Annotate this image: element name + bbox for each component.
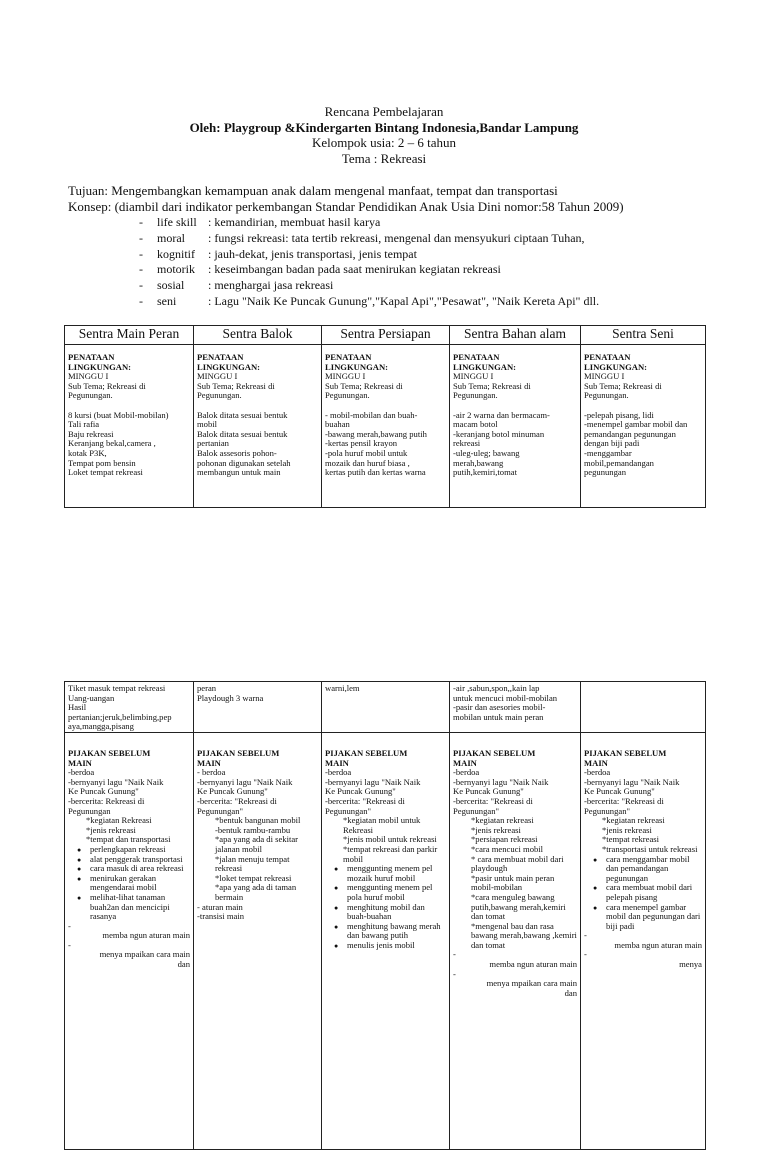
table-header-row (65, 326, 706, 345)
table-cell (194, 733, 322, 1150)
section-title: LINGKUNGAN: (584, 361, 648, 372)
cell-line: rekreasi (453, 438, 481, 449)
subtheme-text: Pegunungan. (453, 390, 498, 401)
subtheme-text: Sub Tema; Rekreasi di (584, 380, 662, 391)
cell-line: -bercerita: "Rekreasi di (325, 795, 405, 806)
cell-line: mobilan untuk main peran (453, 711, 544, 722)
week-label: MINGGU I (453, 371, 494, 382)
rule-text: memba ngun aturan main (614, 939, 702, 950)
cell-line: kotak P3K, (68, 447, 107, 458)
cell-line: Balok ditata sesuai bentuk (197, 428, 288, 439)
section-title: PIJAKAN SEBELUM (325, 748, 408, 758)
week-label: MINGGU I (68, 371, 109, 382)
cell-line: kertas putih dan kertas warna (325, 467, 426, 478)
rule-text: menya mpaikan cara main dan (99, 949, 190, 970)
section-title: PIJAKAN SEBELUM (68, 748, 151, 758)
point-item: *cara menguleg bawang putih,bawang merah,kemiri dan tomat (471, 891, 566, 922)
aspect-name: life skill (157, 215, 197, 229)
rule-text: memba ngun aturan main (489, 959, 577, 970)
cell-line: warni,lem (325, 683, 360, 693)
section-title: MAIN (584, 757, 608, 768)
dash-mark: - (584, 949, 587, 960)
cell-line: - aturan main (197, 901, 243, 912)
subtheme-text: Pegunungan. (325, 390, 370, 401)
cell-line: Ke Puncak Gunung" (197, 786, 268, 797)
cell-line: -pelepah pisang, lidi (584, 409, 654, 420)
concept-text: Konsep: (diambil dari indikator perkembangan Standar Pendidikan Anak Usia Dini nomor:58 Tahun 2009) (68, 199, 624, 214)
cell-line: -berdoa (453, 767, 480, 778)
table-cell (322, 733, 450, 1150)
table-cell (65, 345, 194, 508)
table-row (65, 345, 706, 508)
bullet-list (584, 855, 702, 932)
dash-mark: - (453, 968, 456, 979)
cell-line: peran (197, 683, 217, 693)
cell-line: Keranjang bekal,camera , (68, 438, 156, 449)
cell-line: -berdoa (68, 767, 95, 778)
bullet-item: ● menggunting menem pel pola huruf mobil (347, 883, 446, 902)
cell-line: Balok assesoris pohon- (197, 447, 277, 458)
section-title: LINGKUNGAN: (197, 361, 261, 372)
cell-line: -keranjang botol minuman (453, 428, 545, 439)
cell-line: buahan (325, 419, 350, 430)
aspect-item: - kognitif : jauh-dekat, jenis transportasi, jenis tempat (139, 246, 417, 261)
point-item: *kegiatan mobil untuk Rekreasi (343, 815, 421, 835)
cell-line: -bercerita: "Rekreasi di (453, 795, 533, 806)
cell-line: Pegunungan" (325, 805, 371, 816)
aspect-name: sosial (157, 278, 185, 293)
cell-line: pohonan digunakan setelah (197, 457, 291, 468)
bullet-item: ● menulis jenis mobil (347, 941, 446, 951)
section-title: PENATAAN (584, 352, 631, 362)
cell-line: Ke Puncak Gunung" (325, 786, 396, 797)
cell-line: Ke Puncak Gunung" (68, 786, 139, 797)
cell-line: -menggambar (584, 447, 632, 458)
aspect-desc: : keseimbangan badan pada saat menirukan kegiatan rekreasi (208, 262, 501, 277)
column-header: Sentra Seni (581, 326, 706, 345)
rule-item (584, 931, 702, 950)
aspect-item: - sosial : menghargai jasa rekreasi (139, 278, 334, 293)
cell-line: Ke Puncak Gunung" (453, 786, 524, 797)
cell-line: Tali rafia (68, 419, 100, 430)
cell-line: pemandangan pegunungan (584, 428, 676, 439)
cell-line: putih,kemiri,tomat (453, 467, 517, 478)
table-cell (450, 682, 581, 733)
cell-line: -bercerita: Rekreasi di (68, 795, 145, 806)
section-title: MAIN (68, 757, 92, 768)
rule-item (584, 950, 702, 969)
column-header: Sentra Balok (194, 326, 322, 345)
aspect-list (68, 215, 708, 310)
column-header: Sentra Bahan alam (450, 326, 581, 345)
point-item: *jenis mobil untuk rekreasi (343, 834, 437, 845)
rule-text: menya (679, 959, 702, 970)
section-title: PIJAKAN SEBELUM (584, 748, 667, 758)
bullet-item: ● perlengkapan rekreasi (90, 845, 190, 855)
bullet-item: ● menghitung bawang merah dan bawang putih (347, 922, 446, 941)
cell-line: Tiket masuk tempat rekreasi (68, 683, 166, 693)
dash-mark: - (453, 949, 456, 960)
point-item: *kegiatan Rekreasi (86, 815, 152, 826)
aspect-name: motorik (157, 262, 195, 277)
section-title: PENATAAN (453, 352, 500, 362)
point-item: *transportasi untuk rekreasi (602, 843, 698, 854)
aspect-name: moral (157, 230, 185, 245)
table-cell (194, 345, 322, 508)
rule-item (68, 941, 190, 970)
cell-line: Balok ditata sesuai bentuk (197, 409, 288, 420)
point-item: *kegiatan rekreasi (602, 815, 665, 826)
age-group: Kelompok usia: 2 – 6 tahun (311, 135, 457, 150)
document-author: Oleh: Playgroup &Kindergarten Bintang Indonesia,Bandar Lampung (189, 119, 579, 135)
aspect-name: kognitif (157, 246, 195, 261)
aspect-item: - life skill : kemandirian, membuat hasil karya (139, 215, 381, 229)
section-title: PENATAAN (325, 352, 372, 362)
cell-line: aya,mangga,pisang (68, 721, 134, 732)
rule-item (68, 922, 190, 941)
cell-line: -bercerita: "Rekreasi di (197, 795, 277, 806)
section-title: PIJAKAN SEBELUM (453, 748, 536, 758)
cell-line: Tempat pom bensin (68, 457, 136, 468)
week-label: MINGGU I (584, 371, 625, 382)
cell-line: Pegunungan" (453, 805, 499, 816)
point-item: *pasir untuk main peran mobil-mobilan (471, 872, 555, 893)
section-title: PENATAAN (197, 352, 244, 362)
cell-line: -bernyanyi lagu "Naik Naik (584, 776, 680, 787)
intro-section (68, 183, 708, 310)
week-label: MINGGU I (197, 371, 238, 382)
cell-line: -bernyanyi lagu "Naik Naik (68, 776, 164, 787)
subtheme-text: Sub Tema; Rekreasi di (68, 380, 146, 391)
bullet-item: ● cara menggambar mobil dan pemandangan pegunungan (606, 855, 702, 884)
cell-line: macam botol (453, 419, 498, 430)
bullet-item: ● menggunting menem pel mozaik huruf mobil (347, 864, 446, 883)
cell-line: Pegunungan (68, 805, 111, 816)
point-item: *mengenal bau dan rasa bawang merah,bawang ,kemiri dan tomat (471, 920, 577, 950)
subtheme-text: Sub Tema; Rekreasi di (453, 380, 531, 391)
cell-line: untuk mencuci mobil-mobilan (453, 692, 558, 703)
cell-line: mozaik dan huruf biasa , (325, 457, 410, 468)
pre-play-scaffolding-table (64, 681, 706, 1150)
point-item: *jalan menuju tempat rekreasi (215, 853, 290, 874)
rule-text: menya mpaikan cara main dan (486, 978, 577, 998)
cell-line: -berdoa (325, 767, 352, 778)
dash-mark: - (68, 939, 71, 950)
bullet-item: ● alat penggerak transportasi (90, 855, 190, 865)
bullet-item: ● menirukan gerakan mengendarai mobil (90, 874, 190, 893)
table-cell (450, 733, 581, 1150)
section-title: MAIN (197, 757, 221, 768)
aspect-desc: : kemandirian, membuat hasil karya (208, 215, 381, 229)
point-item: *tempat dan transportasi (86, 834, 171, 845)
section-title: LINGKUNGAN: (453, 361, 517, 372)
cell-line: Playdough 3 warna (197, 692, 264, 703)
table-cell (322, 345, 450, 508)
cell-line: -bercerita: "Rekreasi di (584, 795, 664, 806)
aspect-desc: : menghargai jasa rekreasi (208, 278, 334, 293)
subtheme-text: Sub Tema; Rekreasi di (325, 380, 403, 391)
table-cell (65, 682, 194, 733)
cell-line: pegunungan (584, 467, 627, 478)
document-title: Rencana Pembelajaran (324, 104, 444, 119)
point-item: *tempat rekreasi dan parkir mobil (343, 843, 438, 864)
point-item: *apa yang ada di sekitar jalanan mobil (215, 834, 299, 854)
table-cell (581, 682, 706, 733)
cell-line: 8 kursi (buat Mobil-mobilan) (68, 409, 169, 420)
theme: Tema : Rekreasi (341, 150, 427, 166)
bullet-item: ● melihat-lihat tanaman buah2an dan mencicipi rasanya (90, 893, 190, 922)
table-cell (581, 345, 706, 508)
aspect-item: - moral : fungsi rekreasi: tata tertib rekreasi, mengenal dan mensyukuri ciptaan Tuhan, (139, 230, 585, 245)
aspect-item: - motorik : keseimbangan badan pada saat menirukan kegiatan rekreasi (139, 262, 501, 277)
bullet-item: ● cara membuat mobil dari pelepah pisang (606, 883, 702, 902)
point-item: *cara mencuci mobil (471, 843, 544, 854)
table-cell (581, 733, 706, 1150)
cell-line: -transisi main (197, 911, 245, 922)
week-label: MINGGU I (325, 371, 366, 382)
cell-line: Hasil (68, 702, 87, 713)
table-cell (322, 682, 450, 733)
rule-item (453, 950, 577, 969)
subtheme-text: Pegunungan. (197, 390, 242, 401)
cell-line: -pasir dan asesories mobil- (453, 702, 546, 713)
aspect-desc: : Lagu "Naik Ke Puncak Gunung","Kapal Api","Pesawat", "Naik Kereta Api" dll. (208, 293, 600, 308)
cell-line: - mobil-mobilan dan buah- (325, 409, 418, 420)
cell-line: -bernyanyi lagu "Naik Naik (325, 776, 421, 787)
point-item: *jenis rekreasi (86, 824, 136, 835)
cell-line: pertanian;jeruk,belimbing,pep (68, 711, 172, 722)
aspect-name: seni (157, 293, 177, 308)
cell-line: pertanian (197, 438, 229, 449)
cell-line: dengan biji padi (584, 438, 640, 449)
subtheme-text: Sub Tema; Rekreasi di (197, 380, 275, 391)
point-item: *jenis rekreasi (602, 824, 652, 835)
cell-line: -air ,sabun,spon,,kain lap (453, 683, 540, 693)
bullet-list (68, 845, 190, 922)
cell-line: Pegunungan" (197, 805, 243, 816)
environment-setup-table (64, 325, 706, 508)
table-cell (450, 345, 581, 508)
table-cell (194, 682, 322, 733)
dash-mark: - (68, 920, 71, 931)
table-row (65, 682, 706, 733)
point-item: *apa yang ada di taman bermain (215, 882, 297, 902)
table-cell (65, 733, 194, 1150)
section-title: LINGKUNGAN: (68, 361, 132, 372)
cell-line: -pola huruf mobil untuk (325, 447, 408, 458)
cell-line: -air 2 warna dan bermacam- (453, 409, 550, 420)
point-item: *bentuk bangunan mobil (215, 815, 301, 826)
point-item: *persiapan rekreasi (471, 834, 538, 845)
table-row (65, 733, 706, 1150)
cell-line: membangun untuk main (197, 467, 281, 478)
point-item: *kegiatan rekreasi (471, 815, 534, 826)
section-title: PENATAAN (68, 352, 115, 362)
cell-line: -kertas pensil krayon (325, 438, 398, 449)
cell-line: Uang-uangan (68, 692, 115, 703)
column-header: Sentra Main Peran (65, 326, 194, 345)
cell-line: Ke Puncak Gunung" (584, 786, 655, 797)
point-item: * cara membuat mobil dari playdough (471, 853, 564, 874)
document-header (0, 104, 768, 166)
cell-line: Loket tempat rekreasi (68, 467, 143, 478)
cell-line: -bernyanyi lagu "Naik Naik (197, 776, 293, 787)
section-title: MAIN (453, 757, 477, 768)
aspect-desc: : jauh-dekat, jenis transportasi, jenis tempat (208, 246, 417, 261)
bullet-item: ● cara masuk di area rekreasi (90, 864, 190, 874)
aspect-desc: : fungsi rekreasi: tata tertib rekreasi, mengenal dan mensyukuri ciptaan Tuhan, (208, 230, 585, 245)
point-item: *loket tempat rekreasi (215, 872, 292, 883)
section-title: MAIN (325, 757, 349, 768)
cell-line: mobil,pemandangan (584, 457, 654, 468)
goal-text: Tujuan: Mengembangkan kemampuan anak dalam mengenal manfaat, tempat dan transportasi (68, 183, 558, 198)
column-header: Sentra Persiapan (322, 326, 450, 345)
point-item: *jenis rekreasi (471, 824, 521, 835)
cell-line: -menempel gambar mobil dan (584, 419, 688, 430)
cell-line: Baju rekreasi (68, 428, 114, 439)
rule-item (453, 970, 577, 999)
section-title: LINGKUNGAN: (325, 361, 389, 372)
cell-line: -bawang merah,bawang putih (325, 428, 427, 439)
point-item: *tempat rekreasi (602, 834, 660, 845)
rule-text: memba ngun aturan main (102, 930, 190, 941)
section-title: PIJAKAN SEBELUM (197, 748, 280, 758)
cell-line: -berdoa (584, 767, 611, 778)
subtheme-text: Pegunungan. (584, 390, 629, 401)
dash-mark: - (584, 930, 587, 941)
cell-line: merah,bawang (453, 457, 504, 468)
cell-line: mobil (197, 419, 218, 430)
subtheme-text: Pegunungan. (68, 390, 113, 401)
cell-line: Pegunungan" (584, 805, 630, 816)
cell-line: -uleg-uleg; bawang (453, 447, 520, 458)
cell-line: -bernyanyi lagu "Naik Naik (453, 776, 549, 787)
cell-line: - berdoa (197, 767, 226, 778)
bullet-list (325, 864, 446, 950)
bullet-item: ● cara menempel gambar mobil dan pegunungan dari biji padi (606, 903, 702, 932)
point-item: -bentuk rambu-rambu (215, 824, 291, 835)
aspect-item: - seni : Lagu "Naik Ke Puncak Gunung","Kapal Api","Pesawat", "Naik Kereta Api" dll. (139, 293, 600, 308)
bullet-item: ● menghitung mobil dan buah-buahan (347, 903, 446, 922)
